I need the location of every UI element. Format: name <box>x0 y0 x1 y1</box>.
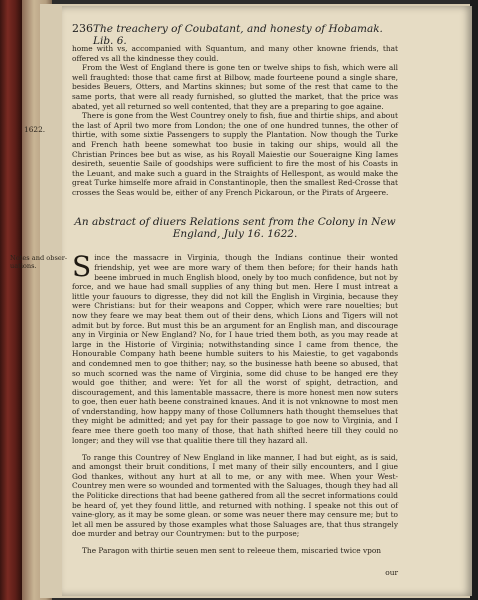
paragraph-text: ince the massacre in Virginia, though the Indians continue their wonted friendship, yet wee are more wary of them then before; for their hands hath beene imbrued in much English blood, onely by too much confidence, but not by force, and we haue had small supplies of any thing but men. Here I must intreat a little your fauours to digresse, they did not kill the English in Virginia, because they were Christians: but for their weapons and Copper, which were rare nouelties; but now they feare we may beat them out of their dens, which Lions and Tigers will not admit but by force. But must this be an argument for an English man, and discourage any in Virginia or New England? No, for I haue tried them both, as you may reade at large in the Historie of Virginia; notwithstanding since I came from thence, the Honourable Company hath beene humble suiters to his Maiestie, to get vagabonds and condemned men to goe thither; nay, so the businesse hath beene so abused, that so much scorned was the name of Virginia, some did chuse to be hanged ere they would goe thither, and were: Yet for all the worst of spight, detraction, and discouragement, and this lamentable massacre, there is more honest men now suters to goe, then euer hath beene constrained knaues. And it is not vnknowne to most men of vnderstanding, how happy many of those Collumners hath thought themselues that they might be admitted; and yet pay for their passage to goe now to Virginia, and I feare mee there goeth too many of those, that hath shifted heere till they could no longer; and they will vse that qualitie there till they hazard all. <box>72 253 398 445</box>
paragraph: The Paragon with thirtie seuen men sent to releeue them, miscaried twice vpon <box>82 546 382 556</box>
page-header <box>72 22 398 47</box>
paragraph: To range this Countrey of New England in like manner, I had but eight, as is said, and amongst their bruit conditions, I met many of their silly encounters, and I giue God thankes, without any hurt at all to me, or any with mee. When your West-Countrey men were so wounded and tormented with the Saluages, though they had all the Politicke directions that had beene gathered from all the secret informations could be heard of, yet they found little, and returned with nothing. I speake not this out of vaine-glory, as it may be some glean. or some was neuer there may censure me; but to let all men be assured by those examples what those Saluages are, that thus strangely doe murder and betray our Countrymen: but to the purpose; <box>72 452 398 539</box>
body-text-bottom <box>72 246 398 563</box>
margin-year: 1622. <box>24 125 46 134</box>
paragraph: From the West of England there is gone ten or twelve ships to fish, which were all well fraughted: those that came first at Bilbow, made fourteene pound a single share, besides Beuers, Otters, and Martins skinnes; but some of the rest that came to the same ports, that were all ready furnished, so glutted the market, that the price was abated, yet all returned so well contented, that they are a preparing to goe againe. <box>72 63 398 111</box>
section-heading: An abstract of diuers Relations sent from the Colony in New England, July 16. 1622. <box>74 216 396 240</box>
paragraph <box>72 250 398 445</box>
margin-note: Notes and obser-uations. <box>10 254 68 271</box>
book-spine <box>0 0 22 600</box>
page-number: 236 <box>72 22 93 35</box>
body-text-top <box>72 44 398 198</box>
paragraph: There is gone from the West Countrey onely to fish, fiue and thirtie ships, and about the last of April two more from London; the one of one hundred tunnes, the other of thirtie, with some sixtie Passengers to supply the Plantation. Now though the Turke and French hath beene somewhat too busie in taking our ships, would all the Christian Princes bee but as wise, as his Royall Maiestie our Soueraigne King Iames desireth, seuentie Saile of goodships were sufficient to fire the most of his Coasts in the Leuant, and make such a guard in the Straights of Hellespont, as would make the great Turke himselfe more afraid in Constantinople, then the smallest Red-Crosse that crosses the Seas would be, either of any French Pickaroun, or the Pirats of Argeere. <box>72 111 398 197</box>
paragraph: home with vs, accompanied with Squantum, and many other knowne friends, that offered vs all the kindnesse they could. <box>72 44 398 63</box>
drop-cap: S <box>72 250 92 284</box>
running-title: The treachery of Coubatant, and honesty of Hobamak. Lib. 6. <box>93 23 383 47</box>
catchword: our <box>385 568 398 577</box>
